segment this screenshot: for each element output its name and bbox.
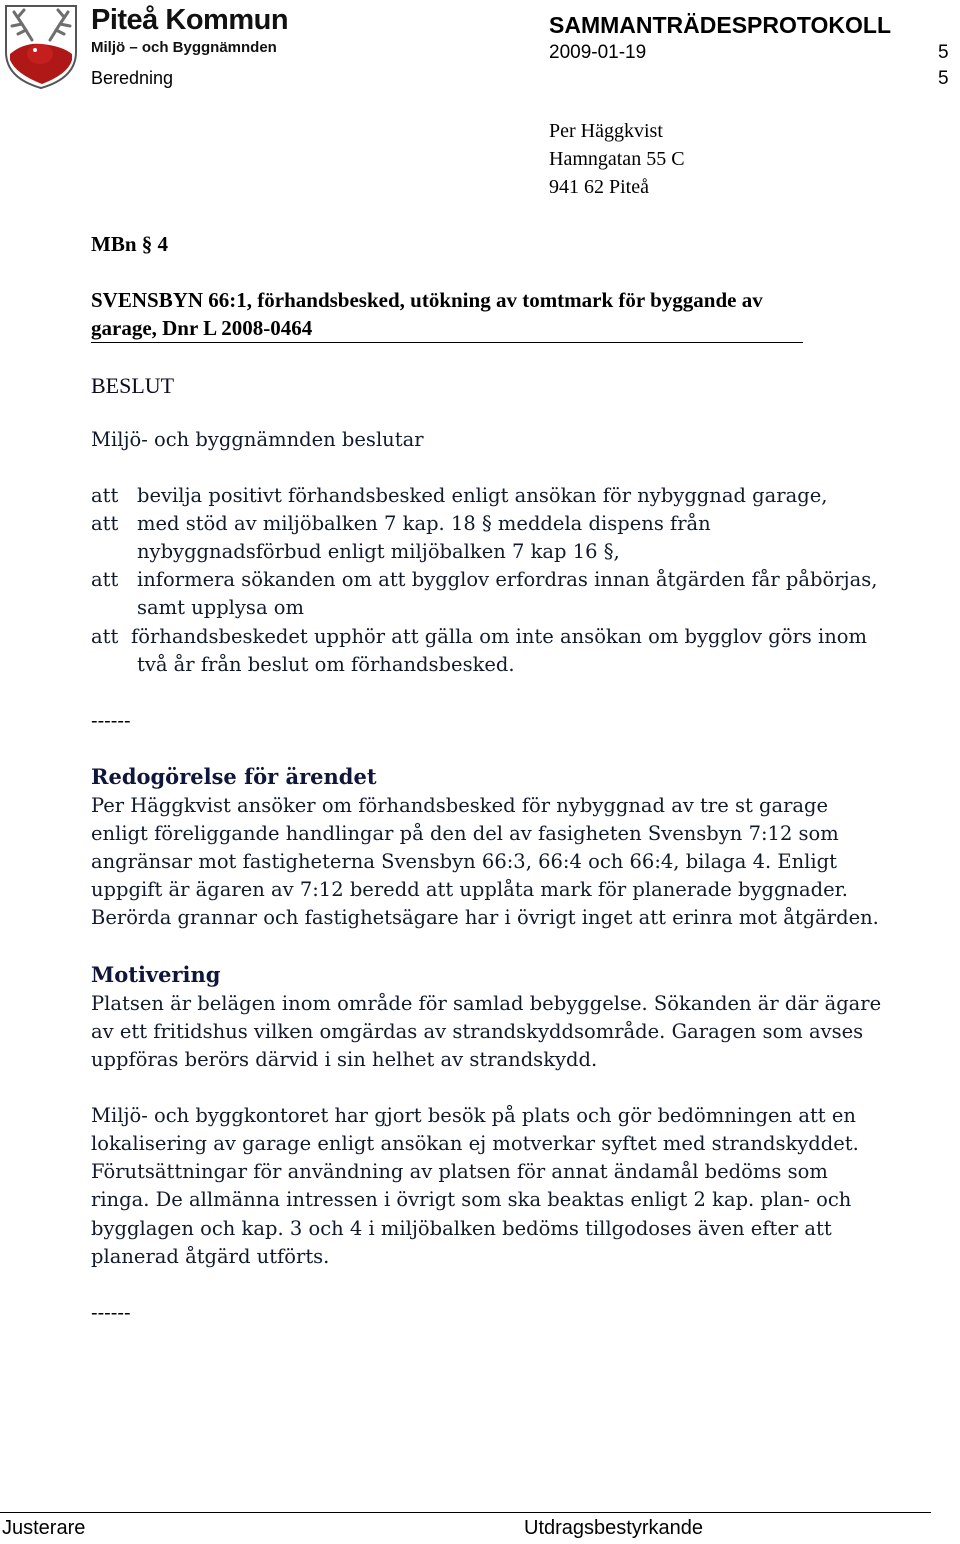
motivation-line: uppföras berörs därvid i sin helhet av strandskydd. [91,1048,598,1071]
page-number: 5 [938,42,949,63]
paragraph-reference: MBn § 4 [91,232,169,256]
case-title-line-1: SVENSBYN 66:1, förhandsbesked, utökning av tomtmark för byggande av [91,288,763,312]
motivation-line: lokalisering av garage enligt ansökan ej motverkar syftet med strandskyddet. [91,1132,859,1155]
section-separator: ------ [91,1301,131,1324]
decision-item-text: bevilja positivt förhandsbesked enligt ansökan för nybyggnad garage, [137,484,828,507]
page-number-repeat: 5 [938,68,949,89]
report-heading: Redogörelse för ärendet [91,764,377,789]
footer-adjuster-label: Justerare [2,1517,86,1539]
motivation-line: bygglagen och kap. 3 och 4 i miljöbalken bedöms tillgodoses även efter att [91,1217,832,1240]
decision-item-label: att [91,625,119,648]
section-name: Beredning [91,68,174,88]
section-separator: ------ [91,709,131,732]
motivation-line: Platsen är belägen inom område för samlad bebyggelse. Sökanden är där ägare [91,992,882,1015]
decision-item-label: att [91,484,119,507]
report-line: enligt föreliggande handlingar på den del av fasigheten Svensbyn 7:12 som [91,822,839,845]
footer-rule [0,1512,931,1513]
decision-item-label: att [91,568,119,591]
report-line: Per Häggkvist ansöker om förhandsbesked för nybyggnad av tre st garage [91,794,829,817]
motivation-line: Förutsättningar för användning av platsen för annat ändamål bedöms som [91,1160,828,1183]
org-name: Piteå Kommun [91,4,289,36]
decision-item-text: förhandsbeskedet upphör att gälla om inte ansökan om bygglov görs inom [131,625,867,648]
motivation-line: ringa. De allmänna intressen i övrigt som ska beaktas enligt 2 kap. plan- och [91,1188,852,1211]
decision-intro: Miljö- och byggnämnden beslutar [91,428,424,451]
recipient-name: Per Häggkvist [549,120,663,142]
motivation-heading: Motivering [91,962,221,987]
recipient-street: Hamngatan 55 C [549,148,685,170]
motivation-line: av ett fritidshus vilken omgärdas av strandskyddsområde. Garagen som avses [91,1020,864,1043]
motivation-line: Miljö- och byggkontoret har gjort besök på plats och gör bedömningen att en [91,1104,856,1127]
footer-extract-certification-label: Utdragsbestyrkande [524,1517,703,1539]
motivation-line: planerad åtgärd utförts. [91,1245,330,1268]
document-type: SAMMANTRÄDESPROTOKOLL [549,12,892,38]
decision-item-text: informera sökanden om att bygglov erfordras innan åtgärden får påbörjas, [137,568,878,591]
case-title-line-2: garage, Dnr L 2008-0464 [91,316,313,340]
title-underline [91,342,803,343]
report-line: uppgift är ägaren av 7:12 beredd att upplåta mark för planerade byggnader. [91,878,849,901]
decision-item-text: med stöd av miljöbalken 7 kap. 18 § meddela dispens från [137,512,711,535]
decision-item-label: att [91,512,119,535]
recipient-city: 941 62 Piteå [549,176,649,198]
decision-heading: BESLUT [91,373,175,398]
reindeer-crest-logo [2,2,80,90]
report-line: angränsar mot fastigheterna Svensbyn 66:3, 66:4 och 66:4, bilaga 4. Enligt [91,850,837,873]
org-unit: Miljö – och Byggnämnden [91,39,277,56]
decision-item-text: två år från beslut om förhandsbesked. [137,653,515,676]
report-line: Berörda grannar och fastighetsägare har i övrigt inget att erinra mot åtgärden. [91,906,879,929]
decision-item-text: nybyggnadsförbud enligt miljöbalken 7 kap 16 §, [137,540,620,563]
decision-item-text: samt upplysa om [137,596,304,619]
meeting-date: 2009-01-19 [549,42,647,63]
